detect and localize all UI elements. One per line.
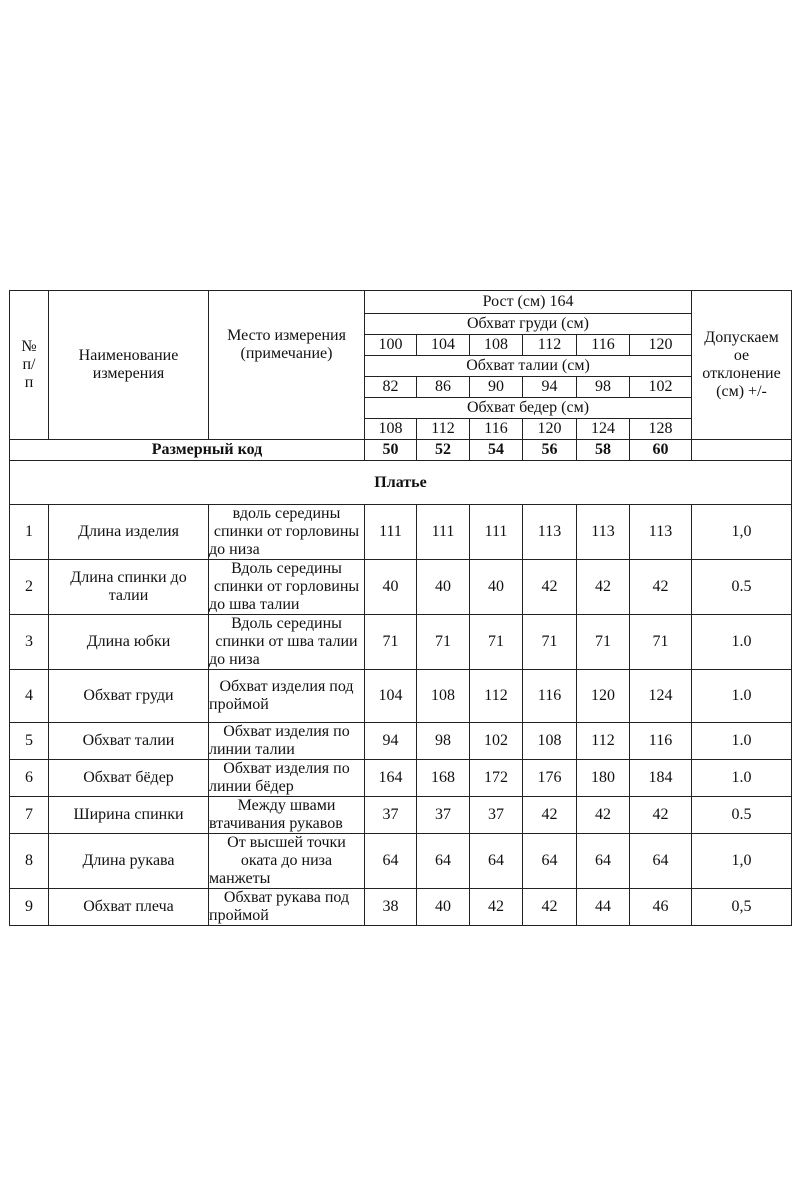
measurement-value: 40 [417, 560, 470, 615]
row-number: 5 [10, 723, 49, 760]
col-number-line-2: п/ [22, 356, 36, 373]
tolerance-value: 1.0 [692, 615, 792, 670]
tolerance-value: 1,0 [692, 834, 792, 889]
height-label: Рост (см) 164 [365, 291, 692, 314]
measurement-name: Длина изделия [49, 505, 209, 560]
measurement-value: 42 [577, 797, 630, 834]
tolerance-header [692, 291, 792, 440]
measurement-value: 37 [417, 797, 470, 834]
hips-value: 120 [523, 419, 577, 440]
size-code-value: 60 [630, 440, 692, 461]
bust-value: 104 [417, 335, 470, 356]
hips-label: Обхват бедер (см) [365, 398, 692, 419]
measurement-value: 64 [365, 834, 417, 889]
hips-value: 112 [417, 419, 470, 440]
size-code-value: 52 [417, 440, 470, 461]
col-number-line-1: № [21, 338, 37, 355]
measurement-name: Ширина спинки [49, 797, 209, 834]
measurement-value: 168 [417, 760, 470, 797]
measurement-value: 120 [577, 670, 630, 723]
tolerance-value: 1,0 [692, 505, 792, 560]
measurement-value: 164 [365, 760, 417, 797]
measurement-note: Обхват изделия под проймой [209, 670, 365, 723]
waist-value: 94 [523, 377, 577, 398]
size-code-value: 50 [365, 440, 417, 461]
measurement-value: 64 [577, 834, 630, 889]
col-place-line-1: Место измерения [227, 327, 346, 344]
row-number: 1 [10, 505, 49, 560]
waist-value: 98 [577, 377, 630, 398]
measurement-value: 71 [577, 615, 630, 670]
table-row [10, 670, 792, 723]
measurement-value: 104 [365, 670, 417, 723]
row-number: 3 [10, 615, 49, 670]
measurement-value: 112 [470, 670, 523, 723]
measurement-name: Длина юбки [49, 615, 209, 670]
bust-value: 116 [577, 335, 630, 356]
size-code-empty [692, 440, 792, 461]
bust-value: 120 [630, 335, 692, 356]
row-number: 8 [10, 834, 49, 889]
tolerance-line-4: (см) +/- [716, 383, 767, 400]
tolerance-value: 1.0 [692, 760, 792, 797]
row-number: 6 [10, 760, 49, 797]
col-name-header [49, 291, 209, 440]
table-row [10, 760, 792, 797]
measurement-value: 111 [417, 505, 470, 560]
measurement-value: 64 [630, 834, 692, 889]
measurement-value: 176 [523, 760, 577, 797]
hips-value: 128 [630, 419, 692, 440]
bust-label: Обхват груди (см) [365, 314, 692, 335]
measurement-value: 111 [470, 505, 523, 560]
col-number-line-3: п [24, 374, 34, 391]
hips-value: 108 [365, 419, 417, 440]
size-code-value: 58 [577, 440, 630, 461]
tolerance-value: 0,5 [692, 889, 792, 926]
waist-value: 90 [470, 377, 523, 398]
bust-value: 112 [523, 335, 577, 356]
measurement-value: 94 [365, 723, 417, 760]
table-row [10, 505, 792, 560]
measurement-value: 113 [523, 505, 577, 560]
measurement-value: 40 [470, 560, 523, 615]
measurement-value: 184 [630, 760, 692, 797]
measurement-note: Вдоль середины спинки от горловины до шва талии [209, 560, 365, 615]
table-row [10, 723, 792, 760]
measurement-value: 116 [630, 723, 692, 760]
measurement-value: 113 [630, 505, 692, 560]
measurement-value: 102 [470, 723, 523, 760]
measurement-name: Длина рукава [49, 834, 209, 889]
table-row [10, 889, 792, 926]
measurement-value: 42 [523, 797, 577, 834]
tolerance-value: 1.0 [692, 723, 792, 760]
waist-label: Обхват талии (см) [365, 356, 692, 377]
hips-value: 116 [470, 419, 523, 440]
measurement-value: 108 [417, 670, 470, 723]
col-number-header [10, 291, 49, 440]
col-place-line-2: (примечание) [240, 345, 333, 362]
tolerance-value: 0.5 [692, 560, 792, 615]
bust-value: 100 [365, 335, 417, 356]
measurement-value: 71 [523, 615, 577, 670]
measurement-value: 64 [417, 834, 470, 889]
measurement-value: 42 [523, 560, 577, 615]
measurement-note: Вдоль середины спинки от шва талии до низа [209, 615, 365, 670]
waist-value: 82 [365, 377, 417, 398]
row-number: 7 [10, 797, 49, 834]
measurement-value: 44 [577, 889, 630, 926]
measurement-value: 111 [365, 505, 417, 560]
table-row [10, 797, 792, 834]
tolerance-line-1: Допускаем [704, 329, 779, 346]
waist-value: 102 [630, 377, 692, 398]
measurement-note: Между швами втачивания рукавов [209, 797, 365, 834]
measurement-value: 38 [365, 889, 417, 926]
measurement-value: 46 [630, 889, 692, 926]
measurement-value: 64 [470, 834, 523, 889]
bust-value: 108 [470, 335, 523, 356]
measurement-value: 71 [365, 615, 417, 670]
tolerance-value: 0.5 [692, 797, 792, 834]
tolerance-value: 1.0 [692, 670, 792, 723]
size-code-label: Размерный код [10, 440, 365, 461]
measurement-value: 42 [523, 889, 577, 926]
table-row [10, 834, 792, 889]
hips-value: 124 [577, 419, 630, 440]
measurement-note: вдоль середины спинки от горловины до низа [209, 505, 365, 560]
measurement-name: Обхват плеча [49, 889, 209, 926]
measurement-value: 37 [470, 797, 523, 834]
row-number: 9 [10, 889, 49, 926]
measurement-name: Обхват груди [49, 670, 209, 723]
measurement-value: 37 [365, 797, 417, 834]
measurement-value: 64 [523, 834, 577, 889]
col-name-line-2: измерения [92, 365, 165, 382]
measurement-value: 42 [630, 797, 692, 834]
measurement-value: 42 [470, 889, 523, 926]
row-number: 4 [10, 670, 49, 723]
measurement-value: 71 [417, 615, 470, 670]
size-code-value: 54 [470, 440, 523, 461]
measurement-table [9, 290, 792, 926]
measurement-value: 98 [417, 723, 470, 760]
measurement-name: Обхват талии [49, 723, 209, 760]
measurement-note: Обхват изделия по линии талии [209, 723, 365, 760]
measurement-value: 112 [577, 723, 630, 760]
measurement-value: 116 [523, 670, 577, 723]
measurement-name: Обхват бёдер [49, 760, 209, 797]
measurement-value: 40 [365, 560, 417, 615]
measurement-value: 108 [523, 723, 577, 760]
table-row [10, 560, 792, 615]
col-place-header [209, 291, 365, 440]
row-number: 2 [10, 560, 49, 615]
measurement-value: 172 [470, 760, 523, 797]
measurement-value: 180 [577, 760, 630, 797]
measurement-value: 42 [630, 560, 692, 615]
section-title: Платье [10, 461, 792, 505]
measurement-note: От высшей точки оката до низа манжеты [209, 834, 365, 889]
measurement-value: 113 [577, 505, 630, 560]
size-code-value: 56 [523, 440, 577, 461]
measurement-rows [10, 505, 792, 926]
measurement-name: Длина спинки до талии [49, 560, 209, 615]
measurement-note: Обхват рукава под проймой [209, 889, 365, 926]
waist-value: 86 [417, 377, 470, 398]
measurement-value: 71 [630, 615, 692, 670]
tolerance-line-3: отклонение [702, 365, 781, 382]
measurement-note: Обхват изделия по линии бёдер [209, 760, 365, 797]
measurement-value: 71 [470, 615, 523, 670]
table-row [10, 615, 792, 670]
col-name-line-1: Наименование [78, 347, 179, 364]
measurement-value: 42 [577, 560, 630, 615]
tolerance-line-2: ое [733, 347, 750, 364]
measurement-value: 124 [630, 670, 692, 723]
measurement-value: 40 [417, 889, 470, 926]
